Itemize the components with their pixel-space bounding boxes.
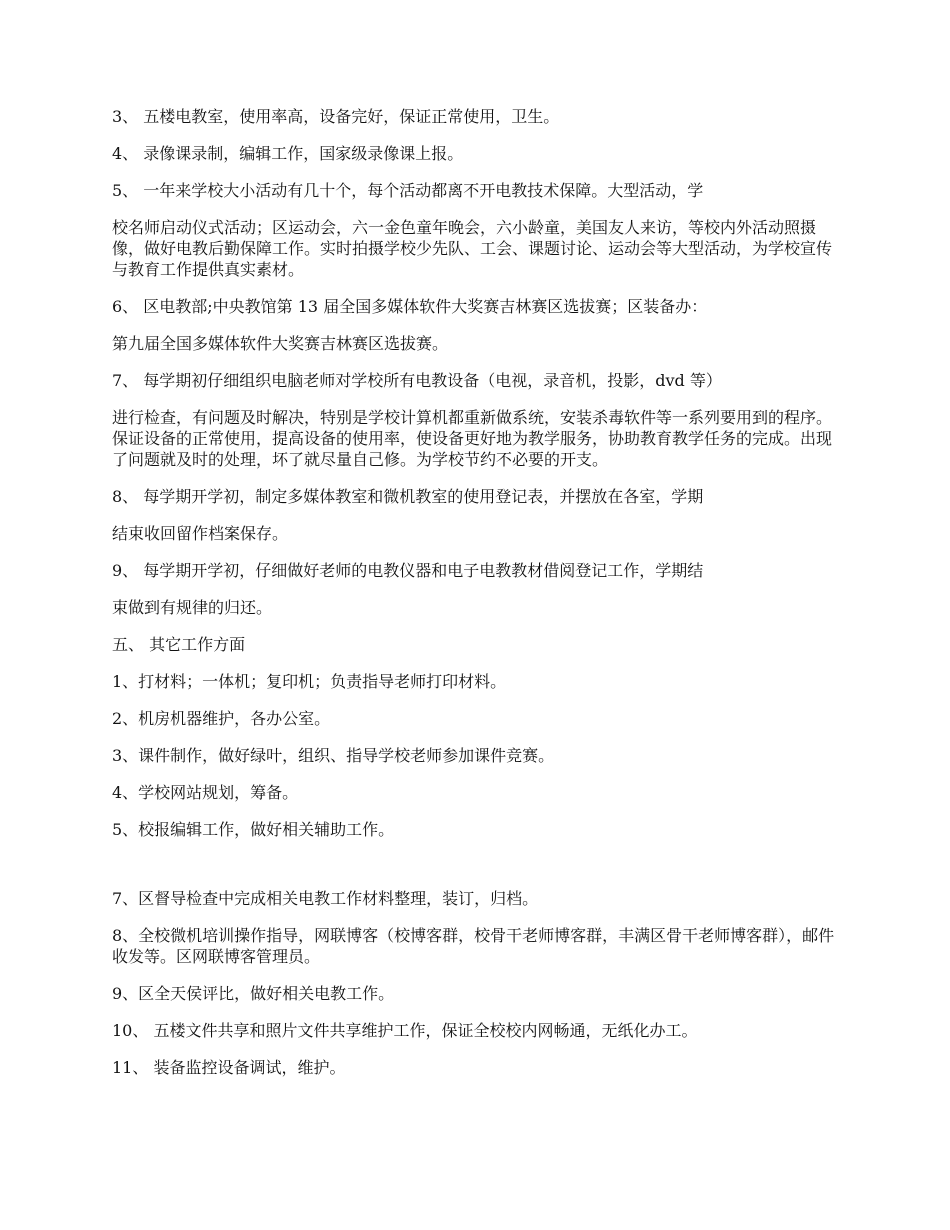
paragraph-19: 8、全校微机培训操作指导，网联博客（校博客群，校骨干老师博客群，丰满区骨干老师博客群），邮件收发等。区网联博客管理员。	[112, 926, 835, 966]
paragraph-22: 11、 装备监控设备调试，维护。	[112, 1058, 346, 1077]
paragraph-10: 结束收回留作档案保存。	[112, 524, 289, 543]
paragraph-6: 第九届全国多媒体软件大奖赛吉林赛区选拔赛。	[112, 334, 449, 353]
paragraph-20: 9、区全天侯评比，做好相关电教工作。	[112, 984, 395, 1003]
paragraph-17: 5、校报编辑工作，做好相关辅助工作。	[112, 820, 395, 839]
paragraph-1: 3、 五楼电教室，使用率高，设备完好，保证正常使用，卫生。	[112, 107, 560, 126]
paragraph-2: 4、 录像课录制，编辑工作，国家级录像课上报。	[112, 144, 464, 163]
paragraph-3: 5、 一年来学校大小活动有几十个，每个活动都离不开电教技术保障。大型活动，学	[112, 181, 704, 200]
paragraph-11: 9、 每学期开学初，仔细做好老师的电教仪器和电子电教教材借阅登记工作，学期结	[112, 561, 704, 580]
paragraph-8: 进行检查，有问题及时解决，特别是学校计算机都重新做系统，安装杀毒软件等一系列要用到的程序。保证设备的正常使用，提高设备的使用率，使设备更好地为教学服务，协助教育教学任务的完成。出现了问题就及时的处理，坏了就尽量自己修。为学校节约不必要的开支。	[112, 408, 833, 469]
paragraph-13: 1、打材料；一体机；复印机；负责指导老师打印材料。	[112, 672, 507, 691]
paragraph-12: 束做到有规律的归还。	[112, 598, 273, 617]
paragraph-16: 4、学校网站规划，筹备。	[112, 783, 299, 802]
paragraph-21: 10、 五楼文件共享和照片文件共享维护工作，保证全校校内网畅通，无纸化办工。	[112, 1021, 698, 1040]
paragraph-4: 校名师启动仪式活动；区运动会，六一金色童年晚会，六小龄童，美国友人来访，等校内外活动照摄像，做好电教后勤保障工作。实时拍摄学校少先队、工会、课题讨论、运动会等大型活动，为学校宣传与教育工作提供真实素材。	[112, 218, 833, 279]
section-heading: 五、 其它工作方面	[112, 635, 246, 654]
paragraph-14: 2、机房机器维护，各办公室。	[112, 709, 331, 728]
paragraph-5: 6、 区电教部;中央教馆第 13 届全国多媒体软件大奖赛吉林赛区选拔赛；区装备办：	[112, 297, 708, 316]
paragraph-7: 7、 每学期初仔细组织电脑老师对学校所有电教设备（电视，录音机，投影，dvd 等）	[112, 371, 722, 390]
paragraph-9: 8、 每学期开学初，制定多媒体教室和微机教室的使用登记表，并摆放在各室，学期	[112, 487, 704, 506]
paragraph-15: 3、课件制作，做好绿叶，组织、指导学校老师参加课件竞赛。	[112, 746, 555, 765]
paragraph-18: 7、区督导检查中完成相关电教工作材料整理，装订，归档。	[112, 889, 539, 908]
document-page	[112, 106, 840, 1078]
